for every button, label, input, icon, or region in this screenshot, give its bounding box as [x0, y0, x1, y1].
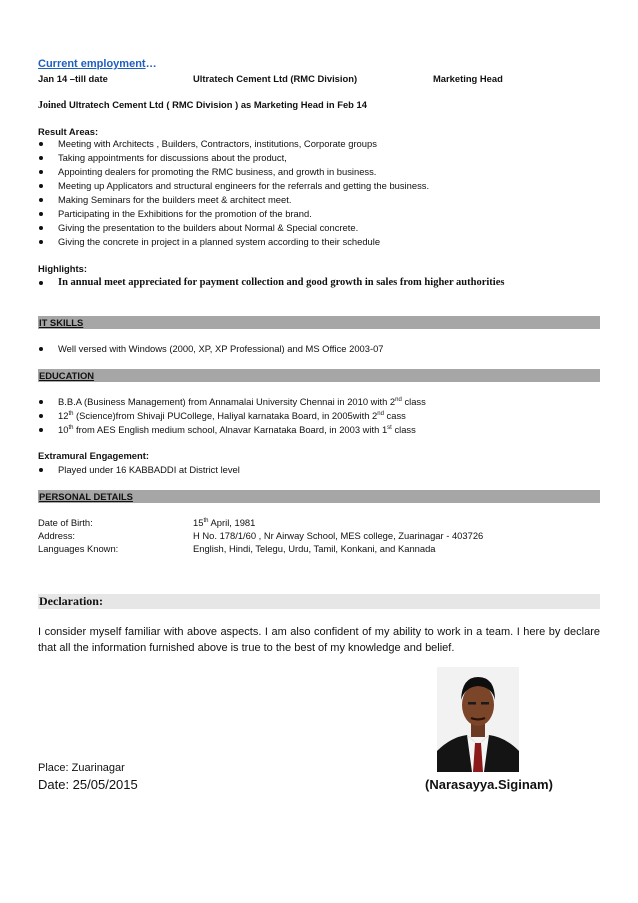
extramural-heading: Extramural Engagement:	[38, 450, 149, 461]
list-item	[38, 395, 426, 409]
list-item: Well versed with Windows (2000, XP, XP Professional) and MS Office 2003-07	[38, 342, 384, 356]
education-tail: class	[391, 424, 416, 435]
signature-name: (Narasayya.Siginam)	[425, 777, 553, 792]
profile-photo	[437, 667, 519, 772]
employment-role: Marketing Head	[433, 73, 503, 84]
list-item: Meeting with Architects , Builders, Contractors, institutions, Corporate groups	[38, 137, 429, 151]
dob-rest: April, 1981	[208, 517, 256, 528]
employment-company: Ultratech Cement Ltd (RMC Division)	[193, 73, 358, 84]
portrait-image	[437, 667, 519, 772]
languages-label: Languages Known:	[38, 543, 119, 554]
education-heading: EDUCATION	[39, 370, 95, 381]
declaration-bar	[38, 594, 600, 609]
list-item	[38, 423, 426, 437]
education-bar	[38, 369, 600, 382]
current-employment-link[interactable]: Current employment	[38, 58, 146, 70]
education-tail: cass	[383, 410, 406, 421]
highlights-list	[38, 276, 504, 290]
list-item: Played under 16 KABBADDI at District level	[38, 463, 240, 477]
list-item	[38, 409, 426, 423]
place-text: Place: Zuarinagar	[38, 762, 125, 774]
declaration-text: I consider myself familiar with above aspects. I am also confident of my ability to work in a team. I here by declare that all the information furnished above is true to the best of my knowledge and belief.	[38, 626, 600, 654]
education-text: from AES English medium school, Alnavar Karnataka Board, in 2003 with 1	[73, 424, 388, 435]
education-text: (Science)from Shivaji PUCollege, Haliyal karnataka Board, in 2005with 2	[73, 410, 378, 421]
education-list	[38, 395, 426, 437]
personal-details-bar	[38, 490, 600, 503]
address-value: H No. 178/1/60 , Nr Airway School, MES college, Zuarinagar - 403726	[193, 530, 484, 541]
date-text: Date: 25/05/2015	[38, 777, 138, 792]
it-skills-list	[38, 342, 384, 356]
joined-prefix: Joined	[38, 100, 67, 111]
result-areas-list	[38, 137, 429, 249]
languages-value: English, Hindi, Telegu, Urdu, Tamil, Konkani, and Kannada	[193, 543, 436, 554]
education-text: B.B.A (Business Management) from Annamalai University Chennai in 2010 with 2	[58, 396, 396, 407]
list-item: In annual meet appreciated for payment collection and good growth in sales from higher authorities	[38, 276, 504, 290]
address-label: Address:	[38, 530, 75, 541]
joined-text: Ultratech Cement Ltd ( RMC Division ) as Marketing Head in Feb 14	[66, 99, 367, 110]
list-item: Giving the concrete in project in a planned system according to their schedule	[38, 235, 429, 249]
dob-value	[193, 517, 255, 528]
employment-period: Jan 14 –till date	[38, 73, 108, 84]
it-skills-heading: IT SKILLS	[39, 317, 84, 328]
superscript: th	[68, 411, 74, 417]
dob-day: 15	[193, 517, 204, 528]
heading-suffix: …	[145, 58, 157, 70]
result-areas-heading: Result Areas:	[38, 126, 99, 137]
dob-label: Date of Birth:	[38, 517, 93, 528]
list-item: Meeting up Applicators and structural engineers for the referrals and getting the business.	[38, 179, 429, 193]
list-item: Participating in the Exhibitions for the promotion of the brand.	[38, 207, 429, 221]
superscript: st	[387, 425, 392, 431]
highlights-heading: Highlights:	[38, 263, 87, 274]
joined-line	[38, 99, 367, 111]
extramural-list	[38, 463, 240, 477]
superscript: th	[203, 518, 209, 524]
personal-details-heading: PERSONAL DETAILS	[39, 491, 133, 502]
list-item: Making Seminars for the builders meet & architect meet.	[38, 193, 429, 207]
list-item: Appointing dealers for promoting the RMC business, and growth in business.	[38, 165, 429, 179]
superscript: th	[68, 425, 74, 431]
education-tail: class	[401, 396, 426, 407]
it-skills-bar	[38, 316, 600, 329]
superscript: nd	[377, 411, 384, 417]
superscript: nd	[395, 397, 402, 403]
education-pre: 10	[58, 424, 69, 435]
education-pre: 12	[58, 410, 69, 421]
list-item: Giving the presentation to the builders about Normal & Special concrete.	[38, 221, 429, 235]
list-item: Taking appointments for discussions about the product,	[38, 151, 429, 165]
declaration-heading: Declaration:	[39, 594, 103, 608]
current-employment-heading	[38, 58, 157, 70]
